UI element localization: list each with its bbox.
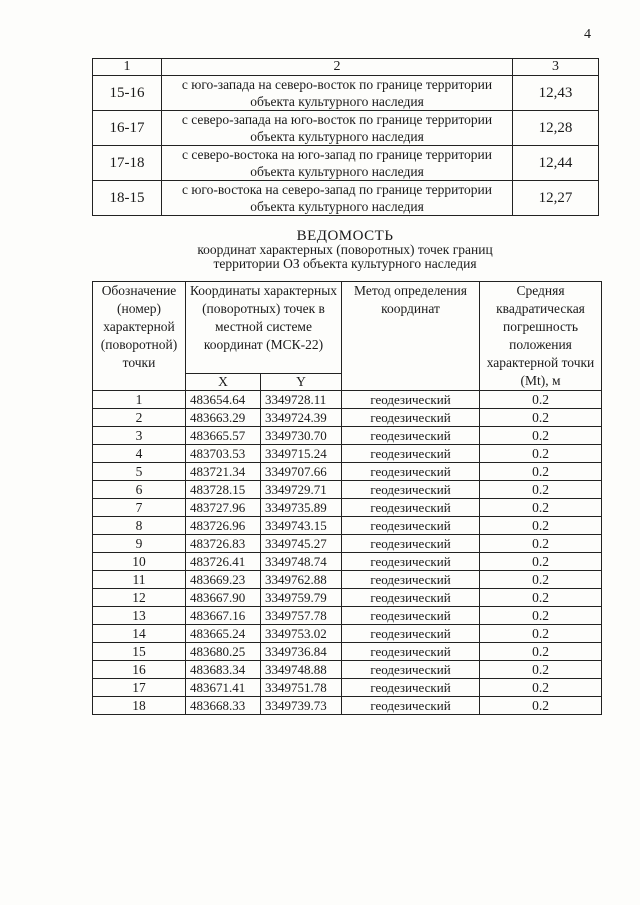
point-number: 7 bbox=[93, 499, 186, 517]
point-error: 0.2 bbox=[480, 625, 602, 643]
point-method: геодезический bbox=[342, 391, 480, 409]
point-row bbox=[93, 481, 602, 499]
point-number: 9 bbox=[93, 535, 186, 553]
point-y: 3349753.02 bbox=[261, 625, 342, 643]
point-method: геодезический bbox=[342, 409, 480, 427]
point-x: 483668.33 bbox=[186, 697, 261, 715]
point-method: геодезический bbox=[342, 427, 480, 445]
point-error: 0.2 bbox=[480, 553, 602, 571]
page-number: 4 bbox=[584, 27, 591, 42]
point-number: 17 bbox=[93, 679, 186, 697]
statement-subtitle-line2: территории ОЗ объекта культурного наследия bbox=[213, 256, 477, 271]
point-number: 12 bbox=[93, 589, 186, 607]
point-y: 3349762.88 bbox=[261, 571, 342, 589]
point-y: 3349739.73 bbox=[261, 697, 342, 715]
point-error: 0.2 bbox=[480, 445, 602, 463]
segment-length: 12,44 bbox=[513, 146, 599, 181]
point-row bbox=[93, 535, 602, 553]
point-x: 483680.25 bbox=[186, 643, 261, 661]
point-row bbox=[93, 589, 602, 607]
point-method: геодезический bbox=[342, 481, 480, 499]
point-y: 3349748.74 bbox=[261, 553, 342, 571]
segment-id: 15-16 bbox=[93, 76, 162, 111]
point-number: 3 bbox=[93, 427, 186, 445]
point-x: 483663.29 bbox=[186, 409, 261, 427]
point-y: 3349736.84 bbox=[261, 643, 342, 661]
point-error: 0.2 bbox=[480, 571, 602, 589]
point-row bbox=[93, 607, 602, 625]
point-row bbox=[93, 445, 602, 463]
points-table bbox=[92, 281, 602, 715]
segments-table bbox=[92, 58, 599, 216]
point-y: 3349751.78 bbox=[261, 679, 342, 697]
header-point-number: Обозначение (номер) характерной (поворотной) точки bbox=[93, 282, 186, 391]
point-x: 483665.57 bbox=[186, 427, 261, 445]
point-row bbox=[93, 463, 602, 481]
point-x: 483669.23 bbox=[186, 571, 261, 589]
point-y: 3349729.71 bbox=[261, 481, 342, 499]
point-method: геодезический bbox=[342, 445, 480, 463]
point-y: 3349757.78 bbox=[261, 607, 342, 625]
statement-title: ВЕДОМОСТЬ bbox=[296, 228, 394, 244]
point-y: 3349759.79 bbox=[261, 589, 342, 607]
point-x: 483728.15 bbox=[186, 481, 261, 499]
point-row bbox=[93, 409, 602, 427]
point-method: геодезический bbox=[342, 643, 480, 661]
point-error: 0.2 bbox=[480, 697, 602, 715]
segment-id: 18-15 bbox=[93, 181, 162, 216]
point-y: 3349745.27 bbox=[261, 535, 342, 553]
point-y: 3349728.11 bbox=[261, 391, 342, 409]
point-number: 11 bbox=[93, 571, 186, 589]
point-x: 483683.34 bbox=[186, 661, 261, 679]
segment-row bbox=[93, 181, 599, 216]
point-number: 16 bbox=[93, 661, 186, 679]
point-error: 0.2 bbox=[480, 661, 602, 679]
point-x: 483665.24 bbox=[186, 625, 261, 643]
point-x: 483667.16 bbox=[186, 607, 261, 625]
point-method: геодезический bbox=[342, 625, 480, 643]
point-y: 3349730.70 bbox=[261, 427, 342, 445]
point-error: 0.2 bbox=[480, 517, 602, 535]
segment-length: 12,43 bbox=[513, 76, 599, 111]
point-method: геодезический bbox=[342, 517, 480, 535]
point-number: 10 bbox=[93, 553, 186, 571]
point-y: 3349715.24 bbox=[261, 445, 342, 463]
segments-header-col2: 2 bbox=[162, 59, 513, 76]
point-number: 4 bbox=[93, 445, 186, 463]
segment-row bbox=[93, 111, 599, 146]
point-error: 0.2 bbox=[480, 463, 602, 481]
point-x: 483654.64 bbox=[186, 391, 261, 409]
segment-row bbox=[93, 76, 599, 111]
segment-id: 17-18 bbox=[93, 146, 162, 181]
point-method: геодезический bbox=[342, 553, 480, 571]
point-x: 483703.53 bbox=[186, 445, 261, 463]
point-x: 483726.96 bbox=[186, 517, 261, 535]
point-x: 483667.90 bbox=[186, 589, 261, 607]
segments-table-header bbox=[93, 59, 599, 76]
point-number: 6 bbox=[93, 481, 186, 499]
segment-row bbox=[93, 146, 599, 181]
point-row bbox=[93, 571, 602, 589]
point-method: геодезический bbox=[342, 535, 480, 553]
point-method: геодезический bbox=[342, 463, 480, 481]
point-number: 5 bbox=[93, 463, 186, 481]
point-row bbox=[93, 499, 602, 517]
point-row bbox=[93, 517, 602, 535]
point-error: 0.2 bbox=[480, 481, 602, 499]
point-error: 0.2 bbox=[480, 643, 602, 661]
segment-description: с северо-запада на юго-восток по границе территории объекта культурного наследия bbox=[162, 111, 513, 146]
point-number: 14 bbox=[93, 625, 186, 643]
header-x: X bbox=[186, 374, 261, 391]
point-number: 1 bbox=[93, 391, 186, 409]
segments-header-col1: 1 bbox=[93, 59, 162, 76]
point-y: 3349748.88 bbox=[261, 661, 342, 679]
points-table-header bbox=[93, 282, 602, 374]
point-method: геодезический bbox=[342, 661, 480, 679]
point-row bbox=[93, 661, 602, 679]
point-number: 18 bbox=[93, 697, 186, 715]
point-number: 2 bbox=[93, 409, 186, 427]
point-y: 3349724.39 bbox=[261, 409, 342, 427]
point-row bbox=[93, 553, 602, 571]
point-number: 13 bbox=[93, 607, 186, 625]
point-error: 0.2 bbox=[480, 427, 602, 445]
statement-subtitle-line1: координат характерных (поворотных) точек границ bbox=[197, 242, 493, 257]
point-y: 3349707.66 bbox=[261, 463, 342, 481]
point-method: геодезический bbox=[342, 571, 480, 589]
point-error: 0.2 bbox=[480, 499, 602, 517]
point-x: 483726.41 bbox=[186, 553, 261, 571]
point-method: геодезический bbox=[342, 499, 480, 517]
segment-description: с юго-востока на северо-запад по границе территории объекта культурного наследия bbox=[162, 181, 513, 216]
point-error: 0.2 bbox=[480, 607, 602, 625]
segment-description: с северо-востока на юго-запад по границе территории объекта культурного наследия bbox=[162, 146, 513, 181]
point-method: геодезический bbox=[342, 607, 480, 625]
point-row bbox=[93, 679, 602, 697]
point-row bbox=[93, 427, 602, 445]
point-row bbox=[93, 625, 602, 643]
point-number: 15 bbox=[93, 643, 186, 661]
point-x: 483721.34 bbox=[186, 463, 261, 481]
segment-id: 16-17 bbox=[93, 111, 162, 146]
segments-header-col3: 3 bbox=[513, 59, 599, 76]
point-row bbox=[93, 697, 602, 715]
point-error: 0.2 bbox=[480, 409, 602, 427]
point-error: 0.2 bbox=[480, 589, 602, 607]
header-method: Метод определения координат bbox=[342, 282, 480, 391]
point-x: 483726.83 bbox=[186, 535, 261, 553]
point-row bbox=[93, 391, 602, 409]
point-error: 0.2 bbox=[480, 679, 602, 697]
point-row bbox=[93, 643, 602, 661]
segment-length: 12,28 bbox=[513, 111, 599, 146]
point-y: 3349743.15 bbox=[261, 517, 342, 535]
header-error: Средняя квадратическая погрешность положения характерной точки (Mt), м bbox=[480, 282, 602, 391]
point-x: 483671.41 bbox=[186, 679, 261, 697]
point-y: 3349735.89 bbox=[261, 499, 342, 517]
statement-heading bbox=[150, 229, 540, 271]
header-y: Y bbox=[261, 374, 342, 391]
header-coordinates: Координаты характерных (поворотных) точек в местной системе координат (МСК-22) bbox=[186, 282, 342, 374]
point-number: 8 bbox=[93, 517, 186, 535]
point-error: 0.2 bbox=[480, 391, 602, 409]
point-method: геодезический bbox=[342, 697, 480, 715]
point-error: 0.2 bbox=[480, 535, 602, 553]
point-method: геодезический bbox=[342, 679, 480, 697]
point-x: 483727.96 bbox=[186, 499, 261, 517]
segment-description: с юго-запада на северо-восток по границе территории объекта культурного наследия bbox=[162, 76, 513, 111]
segment-length: 12,27 bbox=[513, 181, 599, 216]
point-method: геодезический bbox=[342, 589, 480, 607]
